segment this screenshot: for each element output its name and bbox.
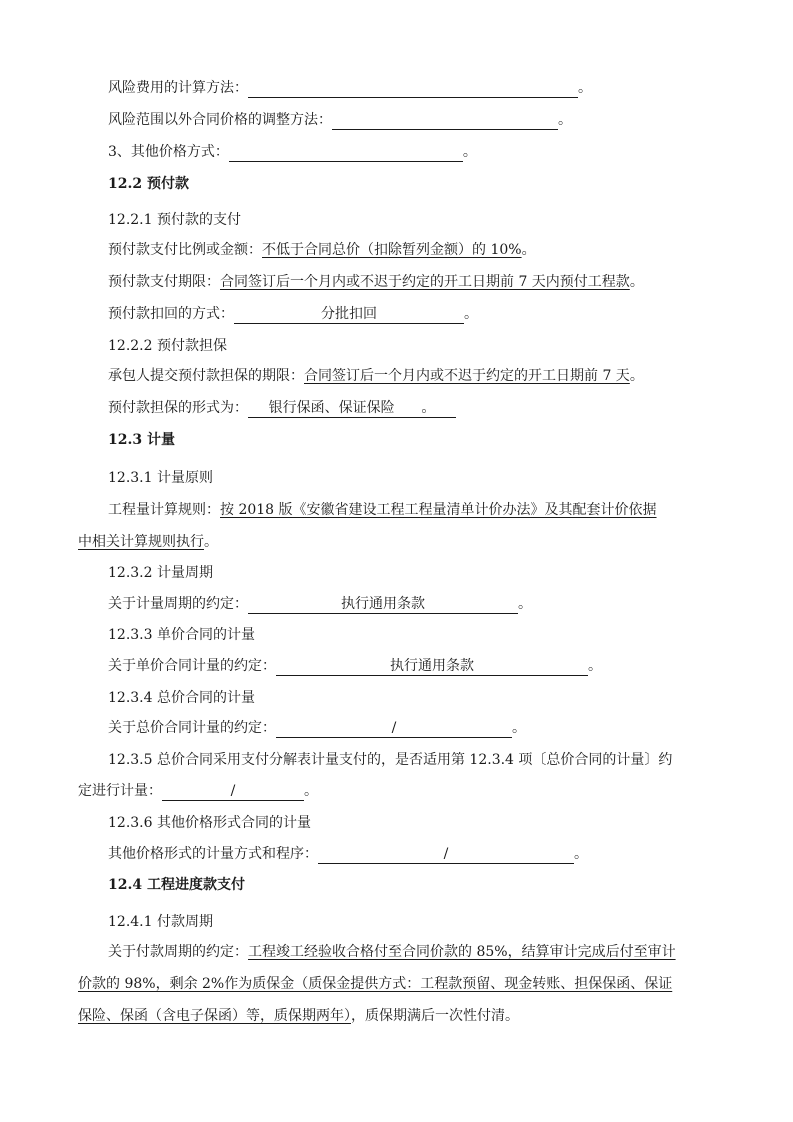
other-price-field[interactable] [229,143,463,162]
prepay-term-line [108,272,644,292]
period-mark: 。 [574,846,588,862]
section-12-2-heading: 12.2 预付款 [108,176,189,192]
pay-period-value-3: 保险、保函（含电子保函）等，质保期两年） [78,1008,351,1024]
guarantee-form-line [108,398,456,418]
period-agree-line [108,594,532,614]
other-price-line [108,142,477,162]
section-12-2-2-heading: 12.2.2 预付款担保 [108,338,227,354]
unit-agree-field[interactable]: 执行通用条款 [276,657,588,676]
field-label: 风险费用的计算方法： [108,80,248,96]
period-mark: 。 [578,80,592,96]
period-mark: 。 [629,368,644,384]
section-12-3-3-heading: 12.3.3 单价合同的计量 [108,627,255,643]
field-label: 工程量计算规则： [108,502,220,518]
section-12-3-4-heading: 12.3.4 总价合同的计量 [108,690,255,706]
section-12-3-2-heading: 12.3.2 计量周期 [108,565,213,581]
field-label: 风险范围以外合同价格的调整方法： [108,112,332,128]
prepay-term-value: 合同签订后一个月内或不迟于约定的开工日期前 7 天内预付工程款 [220,274,630,290]
field-label: 其他价格形式的计量方式和程序： [108,846,318,862]
measure-rule-line-1 [108,500,657,520]
prepay-ratio-line [108,240,536,260]
section-12-3-5-line-1: 12.3.5 总价合同采用支付分解表计量支付的，是否适用第 12.3.4 项〔总价合同的计量〕约 [108,752,673,768]
other-measure-line [108,844,588,864]
field-label: 定进行计量： [78,783,162,799]
period-mark: 。 [558,112,572,128]
section-12-4-1-heading: 12.4.1 付款周期 [108,914,213,930]
pay-period-line-3 [78,1006,519,1026]
unit-agree-line [108,656,602,676]
section-12-3-heading: 12.3 计量 [108,432,175,448]
closing-text: ，质保期满后一次性付清。 [351,1008,519,1024]
period-mark: 。 [521,242,536,258]
section-12-2-1-heading: 12.2.1 预付款的支付 [108,212,241,228]
total-split-applicable-field[interactable]: / [162,782,304,801]
field-label: 预付款支付比例或金额： [108,242,262,258]
field-label: 3、其他价格方式： [108,144,229,160]
period-mark: 。 [421,400,436,416]
guarantee-form-field[interactable] [248,399,456,418]
total-agree-line [108,718,526,738]
pay-period-line-1 [108,942,676,962]
field-label: 承包人提交预付款担保的期限： [108,368,304,384]
period-mark: 。 [462,144,477,160]
field-label: 预付款扣回的方式： [108,306,234,322]
pay-period-line-2 [78,974,672,994]
field-label: 关于单价合同计量的约定： [108,658,276,674]
field-label: 预付款支付期限： [108,274,220,290]
risk-fee-method-field[interactable] [248,79,578,98]
measure-rule-value-2: 中相关计算规则执行 [78,534,204,550]
prepay-ratio-value: 不低于合同总价（扣除暂列金额）的 10% [262,242,522,258]
period-mark: 。 [518,596,532,612]
section-12-3-6-heading: 12.3.6 其他价格形式合同的计量 [108,815,311,831]
period-agree-field[interactable]: 执行通用条款 [248,595,518,614]
period-mark: 。 [629,274,644,290]
guarantee-form-value: 银行保函、保证保险 [268,400,395,416]
total-agree-field[interactable]: / [276,719,512,738]
measure-rule-line-2 [78,532,218,552]
prepay-deduct-line [108,304,478,324]
measure-rule-value-1: 按 2018 版《安徽省建设工程工程量清单计价办法》及其配套计价依据 [220,502,657,518]
section-12-3-1-heading: 12.3.1 计量原则 [108,470,213,486]
field-label: 预付款担保的形式为： [108,400,248,416]
field-label: 关于付款周期的约定： [108,944,248,960]
section-12-4-heading: 12.4 工程进度款支付 [108,877,245,893]
field-label: 关于计量周期的约定： [108,596,248,612]
pay-period-value-2: 价款的 98%，剩余 2%作为质保金（质保金提供方式：工程款预留、现金转账、担保保函、保证 [78,976,673,992]
pay-period-value-1: 工程竣工经验收合格付至合同价款的 85%，结算审计完成后付至审计 [248,944,676,960]
out-of-range-adjust-field[interactable] [332,111,558,130]
prepay-deduct-field[interactable]: 分批扣回 [234,305,464,324]
risk-fee-method-line [108,78,592,98]
field-label: 关于总价合同计量的约定： [108,720,276,736]
period-mark: 。 [512,720,526,736]
period-mark: 。 [304,783,318,799]
section-12-3-5-line-2 [78,781,318,801]
period-mark: 。 [204,534,218,550]
guarantee-term-line [108,366,644,386]
out-of-range-adjust-line [108,110,572,130]
period-mark: 。 [464,306,478,322]
guarantee-term-value: 合同签订后一个月内或不迟于约定的开工日期前 7 天 [304,368,630,384]
period-mark: 。 [588,658,602,674]
other-measure-field[interactable]: / [318,845,574,864]
